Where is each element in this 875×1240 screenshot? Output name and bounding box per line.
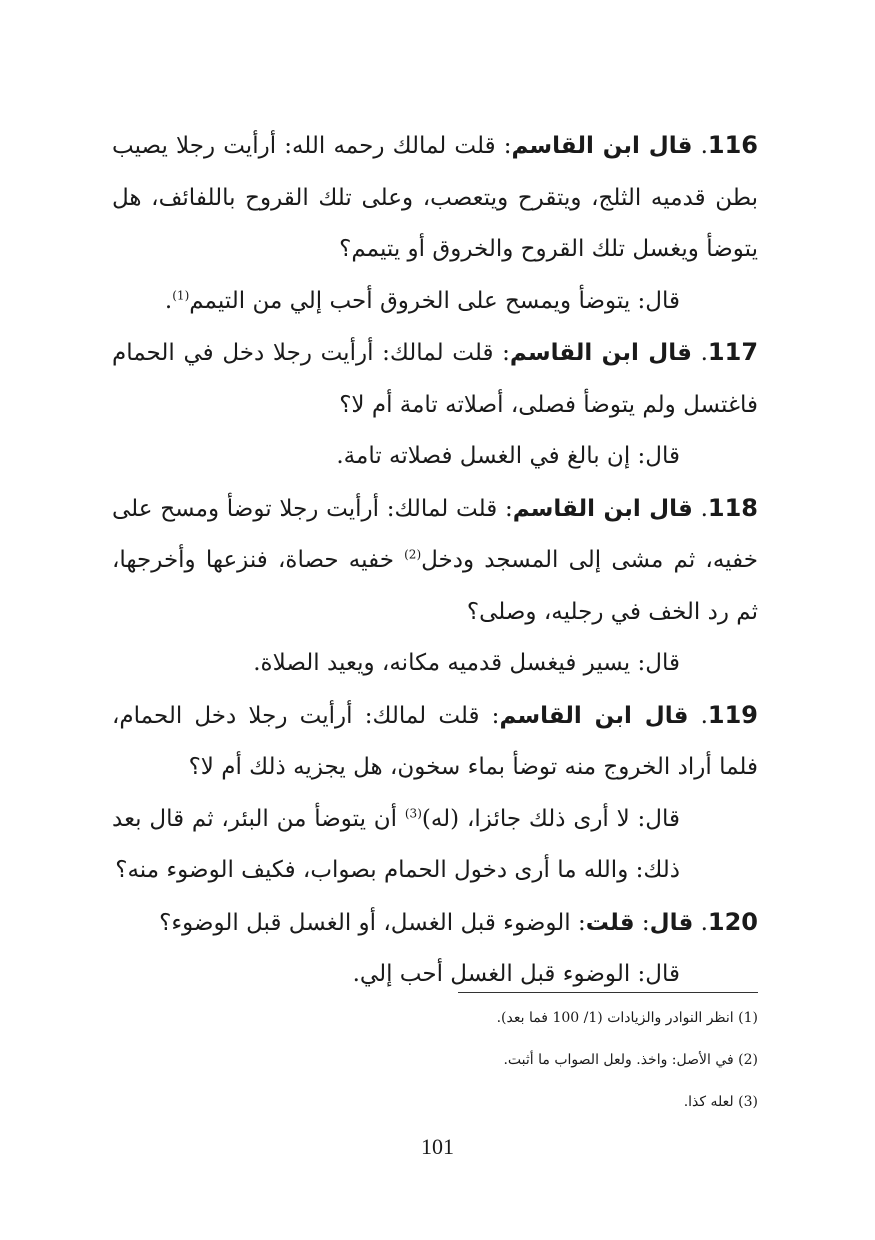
answer-119: قال: لا أرى ذلك جائزا، (له)$^{(3)}$ أن يتوضأ من البئر، ثم قال بعد ذلك: والله ما أرى دخول الحمام بصواب، فكيف الوضوء منه؟ — [112, 805, 681, 883]
speaker-label-2: قلت — [585, 909, 635, 936]
paragraph-number: 117 — [707, 338, 759, 366]
speaker-label: قال ابن القاسم — [509, 340, 692, 366]
footnote-2: (2) في الأصل: واخذ. ولعل الصواب ما أثبت. — [503, 1052, 758, 1068]
footnote-divider — [458, 992, 758, 993]
paragraph-text: : قلت لمالك: أرأيت رجلا دخل في الحمام فاغتسل ولم يتوضأ فصلى، أصلاته تامة أم لا؟ — [112, 340, 758, 418]
footnote-ref[interactable]: (1) — [172, 287, 190, 302]
speaker-label: قال — [649, 909, 694, 936]
speaker-label: قال ابن القاسم — [511, 133, 693, 159]
paragraph-118: 118. قال ابن القاسم: قلت لمالك: أرأيت رجلا توضأ ومسح على خفيه، ثم مشى إلى المسجد ودخل$^{(2)}$ خفيه حصاة، فنزعها وأخرجها، ثم رد الخف في رجليه، وصلى؟ — [112, 483, 758, 639]
answer-118 — [112, 638, 758, 690]
speaker-label: قال ابن القاسم — [499, 702, 689, 729]
paragraph-text: : قلت لمالك: أرأيت رجلا دخل الحمام، فلما أراد الخروج منه توضأ بماء سخون، هل يجزيه ذلك أم لا؟ — [112, 702, 758, 780]
paragraph-text: : الوضوء قبل الغسل، أو الغسل قبل الوضوء؟ — [159, 909, 586, 936]
paragraph-text: : قلت لمالك رحمه الله: أرأيت رجلا يصيب بطن قدميه الثلج، ويتقرح ويتعصب، وعلى تلك القروح باللفائف، هل يتوضأ ويغسل تلك القروح والخروق أو يتيمم؟ — [112, 133, 758, 262]
footnote-ref[interactable]: (2) — [404, 547, 422, 562]
answer-text: قال: إن بالغ في الغسل فصلاته تامة. — [336, 443, 680, 469]
footnote-3: (3) لعله كذا. — [683, 1094, 758, 1110]
paragraph-117: 117. قال ابن القاسم: قلت لمالك: أرأيت رجلا دخل في الحمام فاغتسل ولم يتوضأ فصلى، أصلاته تامة أم لا؟ — [112, 327, 758, 431]
paragraph-number: 120 — [707, 907, 758, 936]
footnote-ref[interactable]: (3) — [404, 805, 422, 820]
paragraph-number: 119 — [707, 700, 758, 729]
paragraph-number: 116 — [707, 131, 759, 159]
page-number: 101 — [421, 1134, 454, 1159]
body-text — [112, 120, 758, 1001]
paragraph-119: 119. قال ابن القاسم: قلت لمالك: أرأيت رجلا دخل الحمام، فلما أراد الخروج منه توضأ بماء سخون، هل يجزيه ذلك أم لا؟ — [112, 690, 758, 794]
answer-text: قال: لا أرى ذلك جائزا، (له) — [421, 805, 681, 832]
paragraph-120: 120. قال: قلت: الوضوء قبل الغسل، أو الغسل قبل الوضوء؟ — [112, 897, 758, 950]
answer-116: قال: يتوضأ ويمسح على الخروق أحب إلي من التيمم$^{(1)}$. — [164, 287, 680, 314]
footnote-1: (1) انظر النوادر والزيادات (1/ 100 فما بعد). — [496, 1010, 758, 1026]
footnotes — [112, 1008, 758, 1134]
answer-text: قال: يتوضأ ويمسح على الخروق أحب إلي من التيمم — [189, 287, 680, 314]
answer-text: قال: الوضوء قبل الغسل أحب إلي. — [352, 961, 680, 987]
paragraph-116: 116. قال ابن القاسم: قلت لمالك رحمه الله: أرأيت رجلا يصيب بطن قدميه الثلج، ويتقرح ويتعصب، وعلى تلك القروح باللفائف، هل يتوضأ ويغسل تلك القروح والخروق أو يتيمم؟ — [112, 120, 758, 276]
paragraph-text: : قلت لمالك: أرأيت رجلا توضأ ومسح على خفيه، ثم مشى إلى المسجد ودخل — [112, 495, 758, 573]
speaker-label: قال ابن القاسم — [512, 495, 693, 522]
paragraph-number: 118 — [707, 493, 759, 522]
answer-text: قال: يسير فيغسل قدميه مكانه، ويعيد الصلاة. — [253, 650, 680, 676]
answer-117 — [112, 431, 758, 483]
